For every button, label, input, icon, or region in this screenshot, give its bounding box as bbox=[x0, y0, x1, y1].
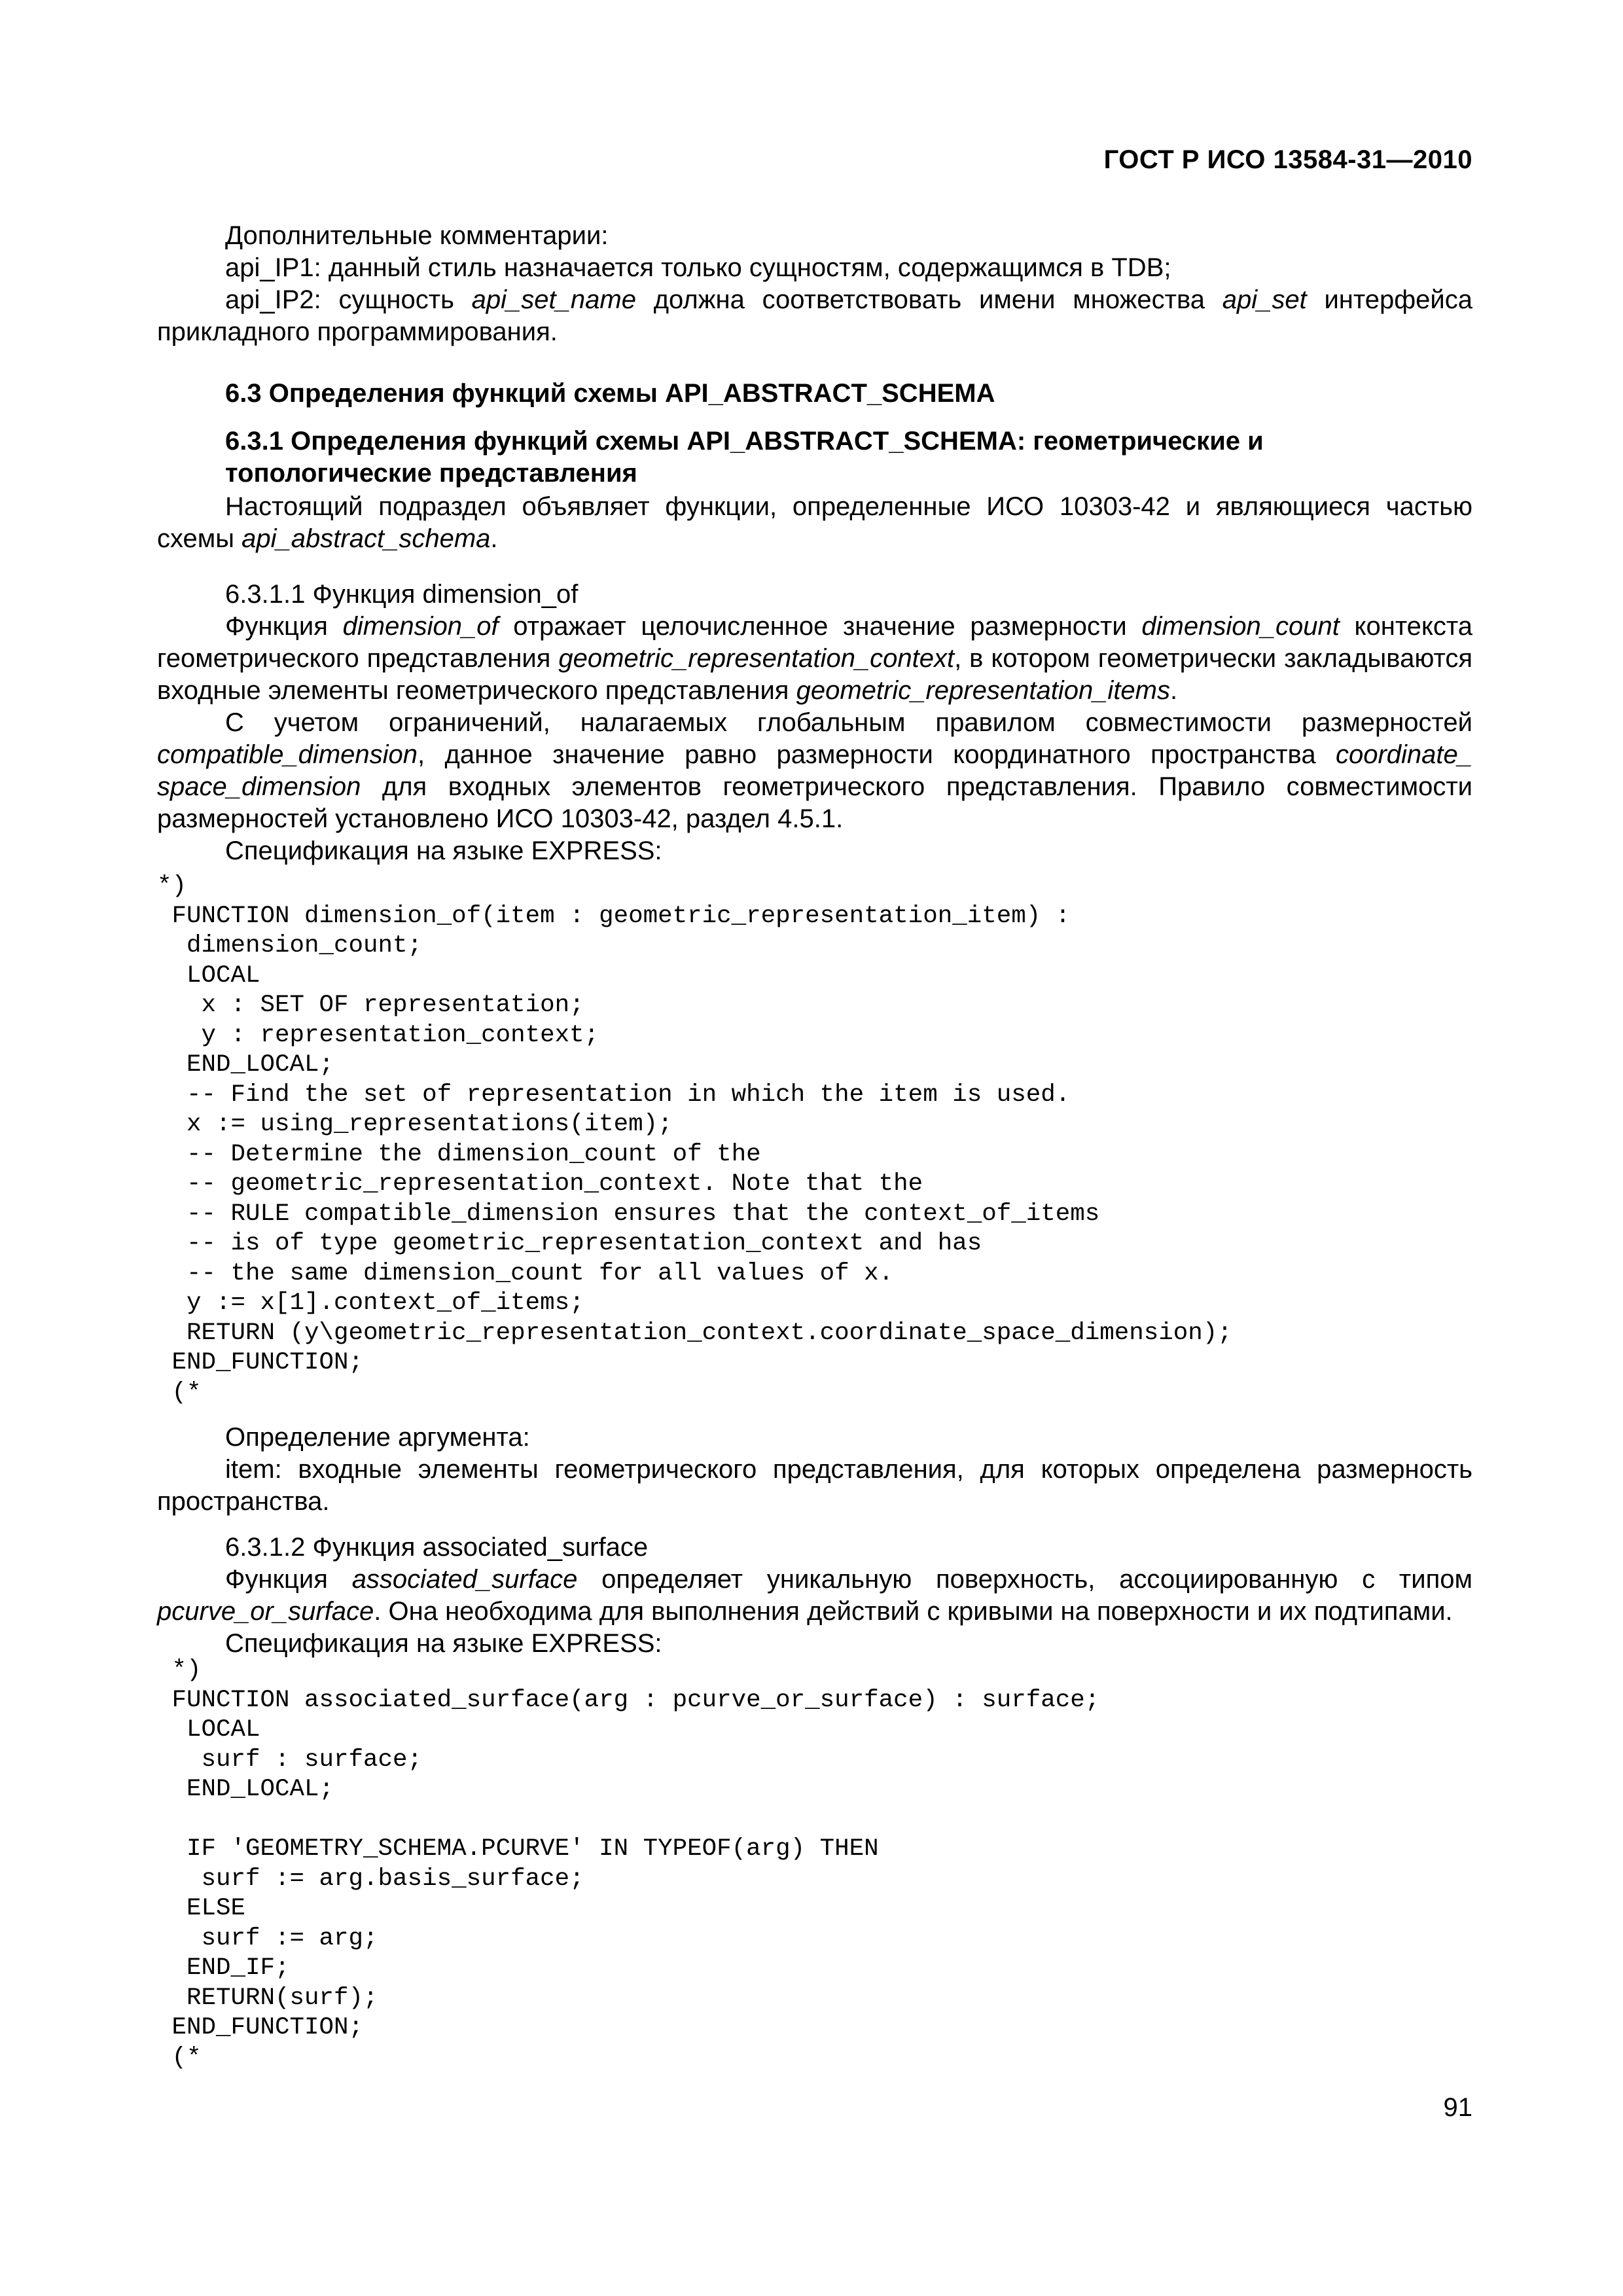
comment-ip1: api_IP1: данный стиль назначается только сущностям, содержащимся в TDB; bbox=[225, 253, 1171, 282]
clause-title: 6.3.1.2 Функция associated_surface bbox=[225, 1533, 649, 1562]
spec-label: Спецификация на языке EXPRESS: bbox=[225, 1629, 662, 1658]
dimension-rule-paragraph: С учетом ограничений, налагаемых глобальным правилом совместимости размерностей compatible_dimension, данное значение равно размерности координатного пространства coordinate_ space_dimension для входных элементов геометрического представления. Правило совместимости размерностей установлено ИСО 10303-42, раздел 4.5.1. bbox=[157, 708, 1472, 833]
page-number: 91 bbox=[1443, 2093, 1472, 2122]
argument-block bbox=[157, 1422, 1472, 1518]
associated-surface-block bbox=[157, 1532, 1472, 1660]
express-code: *) FUNCTION associated_surface(arg : pcurve_or_surface) : surface; LOCAL surf : surface; END_LOCAL; IF 'GEOMETRY_SCHEMA.PCURVE' IN TYPEOF(arg) THEN surf := arg.basis_surface; ELSE surf := arg; END_IF; RETURN(surf); END_FUNCTION; (* bbox=[171, 1657, 1100, 2072]
spec-label: Спецификация на языке EXPRESS: bbox=[225, 836, 662, 865]
additional-comments-block bbox=[157, 220, 1472, 348]
associated-surface-code-block bbox=[157, 1656, 1472, 2073]
subsection-intro: Настоящий подраздел объявляет функции, определенные ИСО 10303-42 и являющиеся частью схемы api_abstract_schema. bbox=[157, 492, 1472, 553]
subsection-heading-line2: топологические представления bbox=[225, 459, 637, 488]
standard-header: ГОСТ Р ИСО 13584-31—2010 bbox=[1103, 145, 1472, 174]
dimension-of-block bbox=[157, 579, 1472, 867]
clause-title: 6.3.1.1 Функция dimension_of bbox=[225, 580, 579, 609]
document-page bbox=[157, 0, 1472, 2296]
dimension-of-code-block bbox=[157, 872, 1472, 1408]
section-6-3-block bbox=[157, 378, 1472, 410]
function-description: Функция associated_surface определяет уникальную поверхность, ассоциированную с типом pcurve_or_surface. Она необходима для выполнения действий с кривыми на поверхности и их подтипами. bbox=[157, 1565, 1472, 1626]
express-code: *) FUNCTION dimension_of(item : geometric_representation_item) : dimension_count; LOCAL x : SET OF representation; y : representation_context; END_LOCAL; -- Find the set of representation in which the item is used. x := using_representations(item); -- Determine the dimension_count of the -- geometric_representation_context. Note that the -- RULE compatible_dimension ensures that the context_of_items -- is of type geometric_representation_context and has -- the same dimension_count for all values of x. y := x[1].context_of_items; RETURN (y\geometric_representation_context.coordinate_space_dimension); END_FUNCTION; (* bbox=[157, 872, 1232, 1407]
comment-ip2: api_IP2: сущность api_set_name должна соответствовать имени множества api_set интерфейса прикладного программирования. bbox=[157, 285, 1472, 346]
section-heading: 6.3 Определения функций схемы API_ABSTRACT_SCHEMA bbox=[225, 379, 995, 408]
section-6-3-1-block bbox=[157, 425, 1472, 555]
comments-title: Дополнительные комментарии: bbox=[225, 221, 609, 250]
subsection-heading-line1: 6.3.1 Определения функций схемы API_ABSTRACT_SCHEMA: геометрические и bbox=[225, 427, 1264, 456]
function-description: Функция dimension_of отражает целочисленное значение размерности dimension_count контекста геометрического представления geometric_representation_context, в котором геометрически закладываются входные элементы геометрического представления geometric_representation_items. bbox=[157, 612, 1472, 705]
argument-text: item: входные элементы геометрического представления, для которых определена размерность пространства. bbox=[157, 1455, 1472, 1516]
argument-label: Определение аргумента: bbox=[225, 1423, 530, 1452]
